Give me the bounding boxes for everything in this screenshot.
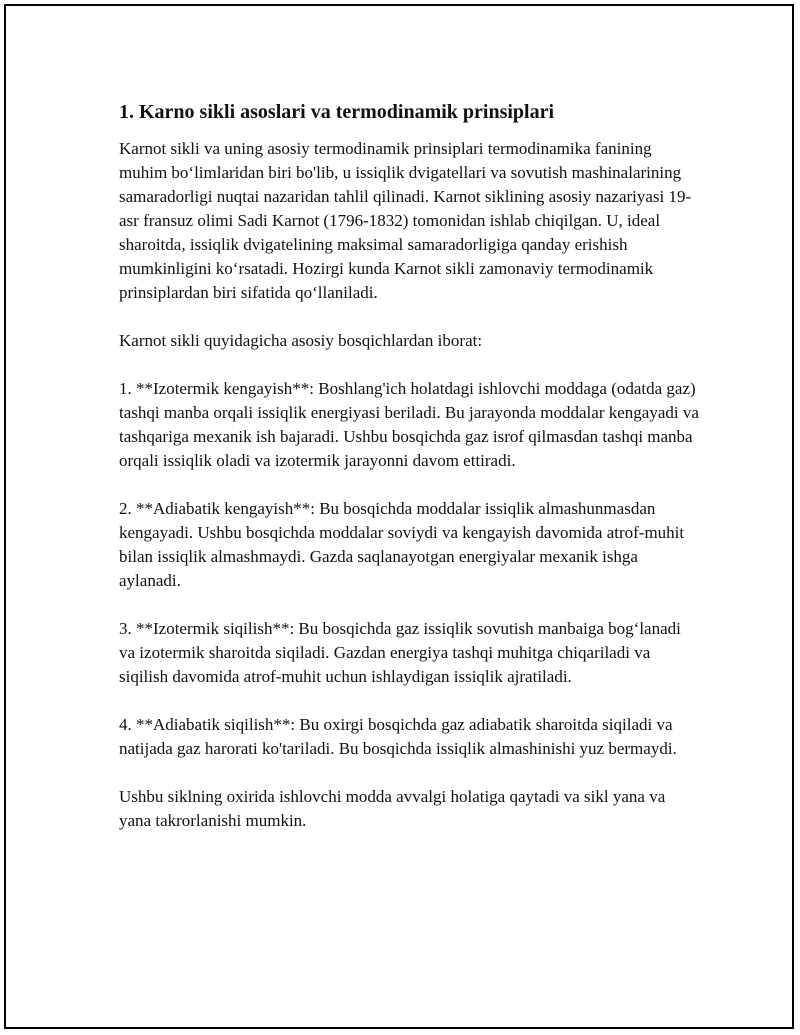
document-page (4, 4, 794, 1029)
intro-paragraph: Karnot sikli va uning asosiy termodinamik prinsiplari termodinamika fanining muhim bo‘limlaridan biri bo'lib, u issiqlik dvigatellari va sovutish mashinalarining samaradorligi nuqtai nazaridan tahlil qilinadi. Karnot siklining asosiy nazariyasi 19-asr fransuz olimi Sadi Karnot (1796-1832) tomonidan ishlab chiqilgan. U, ideal sharoitda, issiqlik dvigatelining maksimal samaradorligiga qanday erishish mumkinligini ko‘rsatadi. Hozirgi kunda Karnot sikli zamonaviy termodinamik prinsiplardan biri sifatida qo‘llaniladi. (119, 139, 692, 302)
conclusion-paragraph: Ushbu siklning oxirida ishlovchi modda avvalgi holatiga qaytadi va sikl yana va yana takrorlanishi mumkin. (119, 787, 666, 830)
document-content (119, 99, 699, 857)
stages-intro-paragraph: Karnot sikli quyidagicha asosiy bosqichlardan iborat: (119, 331, 483, 350)
stage-2-paragraph: 2. **Adiabatik kengayish**: Bu bosqichda moddalar issiqlik almashunmasdan kengayadi. Ushbu bosqichda moddalar soviydi va kengayish davomida atrof-muhit bilan issiqlik almashmaydi. Gazda saqlanayotgan energiyalar mexanik ishga aylanadi. (119, 499, 685, 590)
section-heading: 1. Karno sikli asoslari va termodinamik prinsiplari (119, 101, 555, 123)
stage-1-paragraph: 1. **Izotermik kengayish**: Boshlang'ich holatdagi ishlovchi moddaga (odatda gaz) tashqi manba orqali issiqlik energiyasi beriladi. Bu jarayonda moddalar kengayadi va tashqariga mexanik ish bajaradi. Ushbu bosqichda gaz isrof qilmasdan tashqi manba orqali issiqlik oladi va izotermik jarayonni davom ettiradi. (119, 379, 699, 470)
stage-3-paragraph: 3. **Izotermik siqilish**: Bu bosqichda gaz issiqlik sovutish manbaiga bog‘lanadi va izotermik sharoitda siqiladi. Gazdan energiya tashqi muhitga chiqariladi va siqilish davomida atrof-muhit uchun ishlaydigan issiqlik ajratiladi. (119, 619, 681, 686)
stage-4-paragraph: 4. **Adiabatik siqilish**: Bu oxirgi bosqichda gaz adiabatik sharoitda siqiladi va natijada gaz harorati ko'tariladi. Bu bosqichda issiqlik almashinishi yuz bermaydi. (119, 715, 677, 758)
